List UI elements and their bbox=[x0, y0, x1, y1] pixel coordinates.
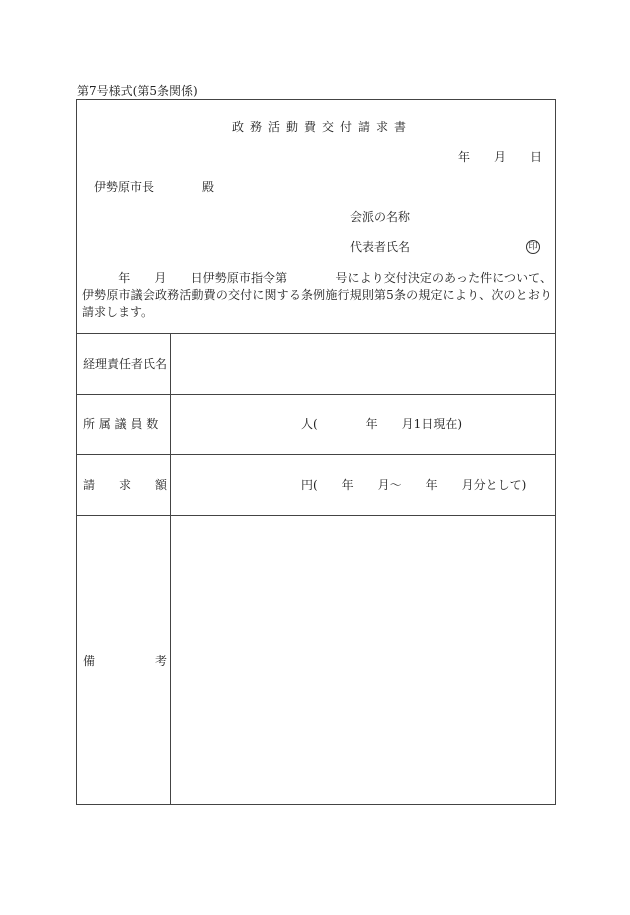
row-label-amount: 請 求 額 bbox=[83, 478, 168, 492]
divider bbox=[77, 515, 555, 516]
amount-field[interactable]: 円( 年 月～ 年 月分として) bbox=[301, 478, 527, 492]
member-count-field[interactable]: 人( 年 月1日現在) bbox=[301, 417, 462, 431]
divider bbox=[77, 454, 555, 455]
representative-label: 代表者氏名 bbox=[350, 240, 411, 254]
form-caption: 第7号様式(第5条関係) bbox=[77, 84, 198, 98]
divider bbox=[77, 333, 555, 334]
faction-name-label: 会派の名称 bbox=[350, 210, 411, 224]
date-line: 年 月 日 bbox=[458, 150, 543, 164]
addressee: 伊勢原市長 殿 bbox=[94, 180, 215, 194]
row-label-member-count: 所 属 議 員 数 bbox=[83, 417, 159, 431]
divider bbox=[77, 394, 555, 395]
request-form bbox=[76, 99, 556, 805]
row-label-accounting-officer: 経理責任者氏名 bbox=[83, 357, 168, 371]
form-title: 政務活動費交付請求書 bbox=[232, 120, 413, 134]
row-label-remarks: 備 考 bbox=[83, 654, 168, 668]
seal-icon: 印 bbox=[526, 240, 540, 254]
request-body-text: 年 月 日伊勢原市指令第 号により交付決定のあった件について、伊勢原市議会政務活動費の交付に関する条例施行規則第5条の規定により、次のとおり請求します。 bbox=[82, 271, 552, 319]
column-divider bbox=[170, 333, 171, 804]
